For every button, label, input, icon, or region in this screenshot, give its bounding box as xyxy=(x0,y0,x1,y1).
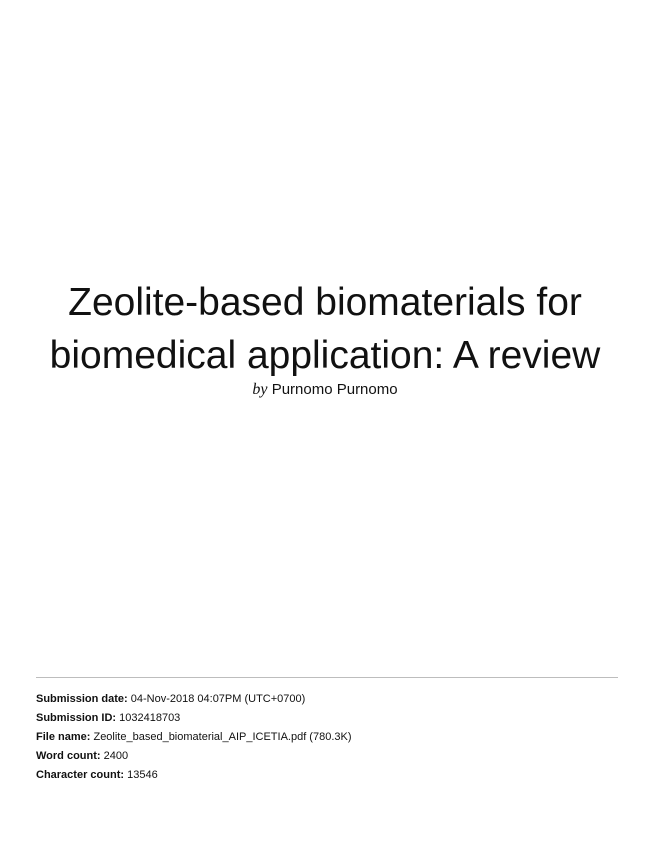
document-title-line-1: Zeolite-based biomaterials for xyxy=(68,281,582,324)
author-byline xyxy=(0,380,650,400)
submission-id-label: Submission ID: xyxy=(36,712,117,724)
word-count-label: Word count: xyxy=(36,750,101,762)
file-name-label: File name: xyxy=(36,731,91,743)
word-count-row xyxy=(36,747,616,766)
document-title xyxy=(0,276,650,382)
character-count-label: Character count: xyxy=(36,769,125,781)
submission-date-label: Submission date: xyxy=(36,693,128,705)
submission-info xyxy=(36,690,616,785)
file-name-value: Zeolite_based_biomaterial_AIP_ICETIA.pdf (780.3K) xyxy=(93,731,352,743)
word-count-value: 2400 xyxy=(103,750,129,762)
file-name-row xyxy=(36,728,616,747)
character-count-value: 13546 xyxy=(127,769,158,781)
submission-date-row xyxy=(36,690,616,709)
document-title-line-2: biomedical application: A review xyxy=(49,334,601,377)
submission-id-row xyxy=(36,709,616,728)
by-label: by xyxy=(252,381,268,398)
author-name: Purnomo Purnomo xyxy=(271,381,398,398)
character-count-row xyxy=(36,766,616,785)
section-divider xyxy=(36,677,618,678)
submission-id-value: 1032418703 xyxy=(119,712,181,724)
submission-date-value: 04-Nov-2018 04:07PM (UTC+0700) xyxy=(130,693,306,705)
